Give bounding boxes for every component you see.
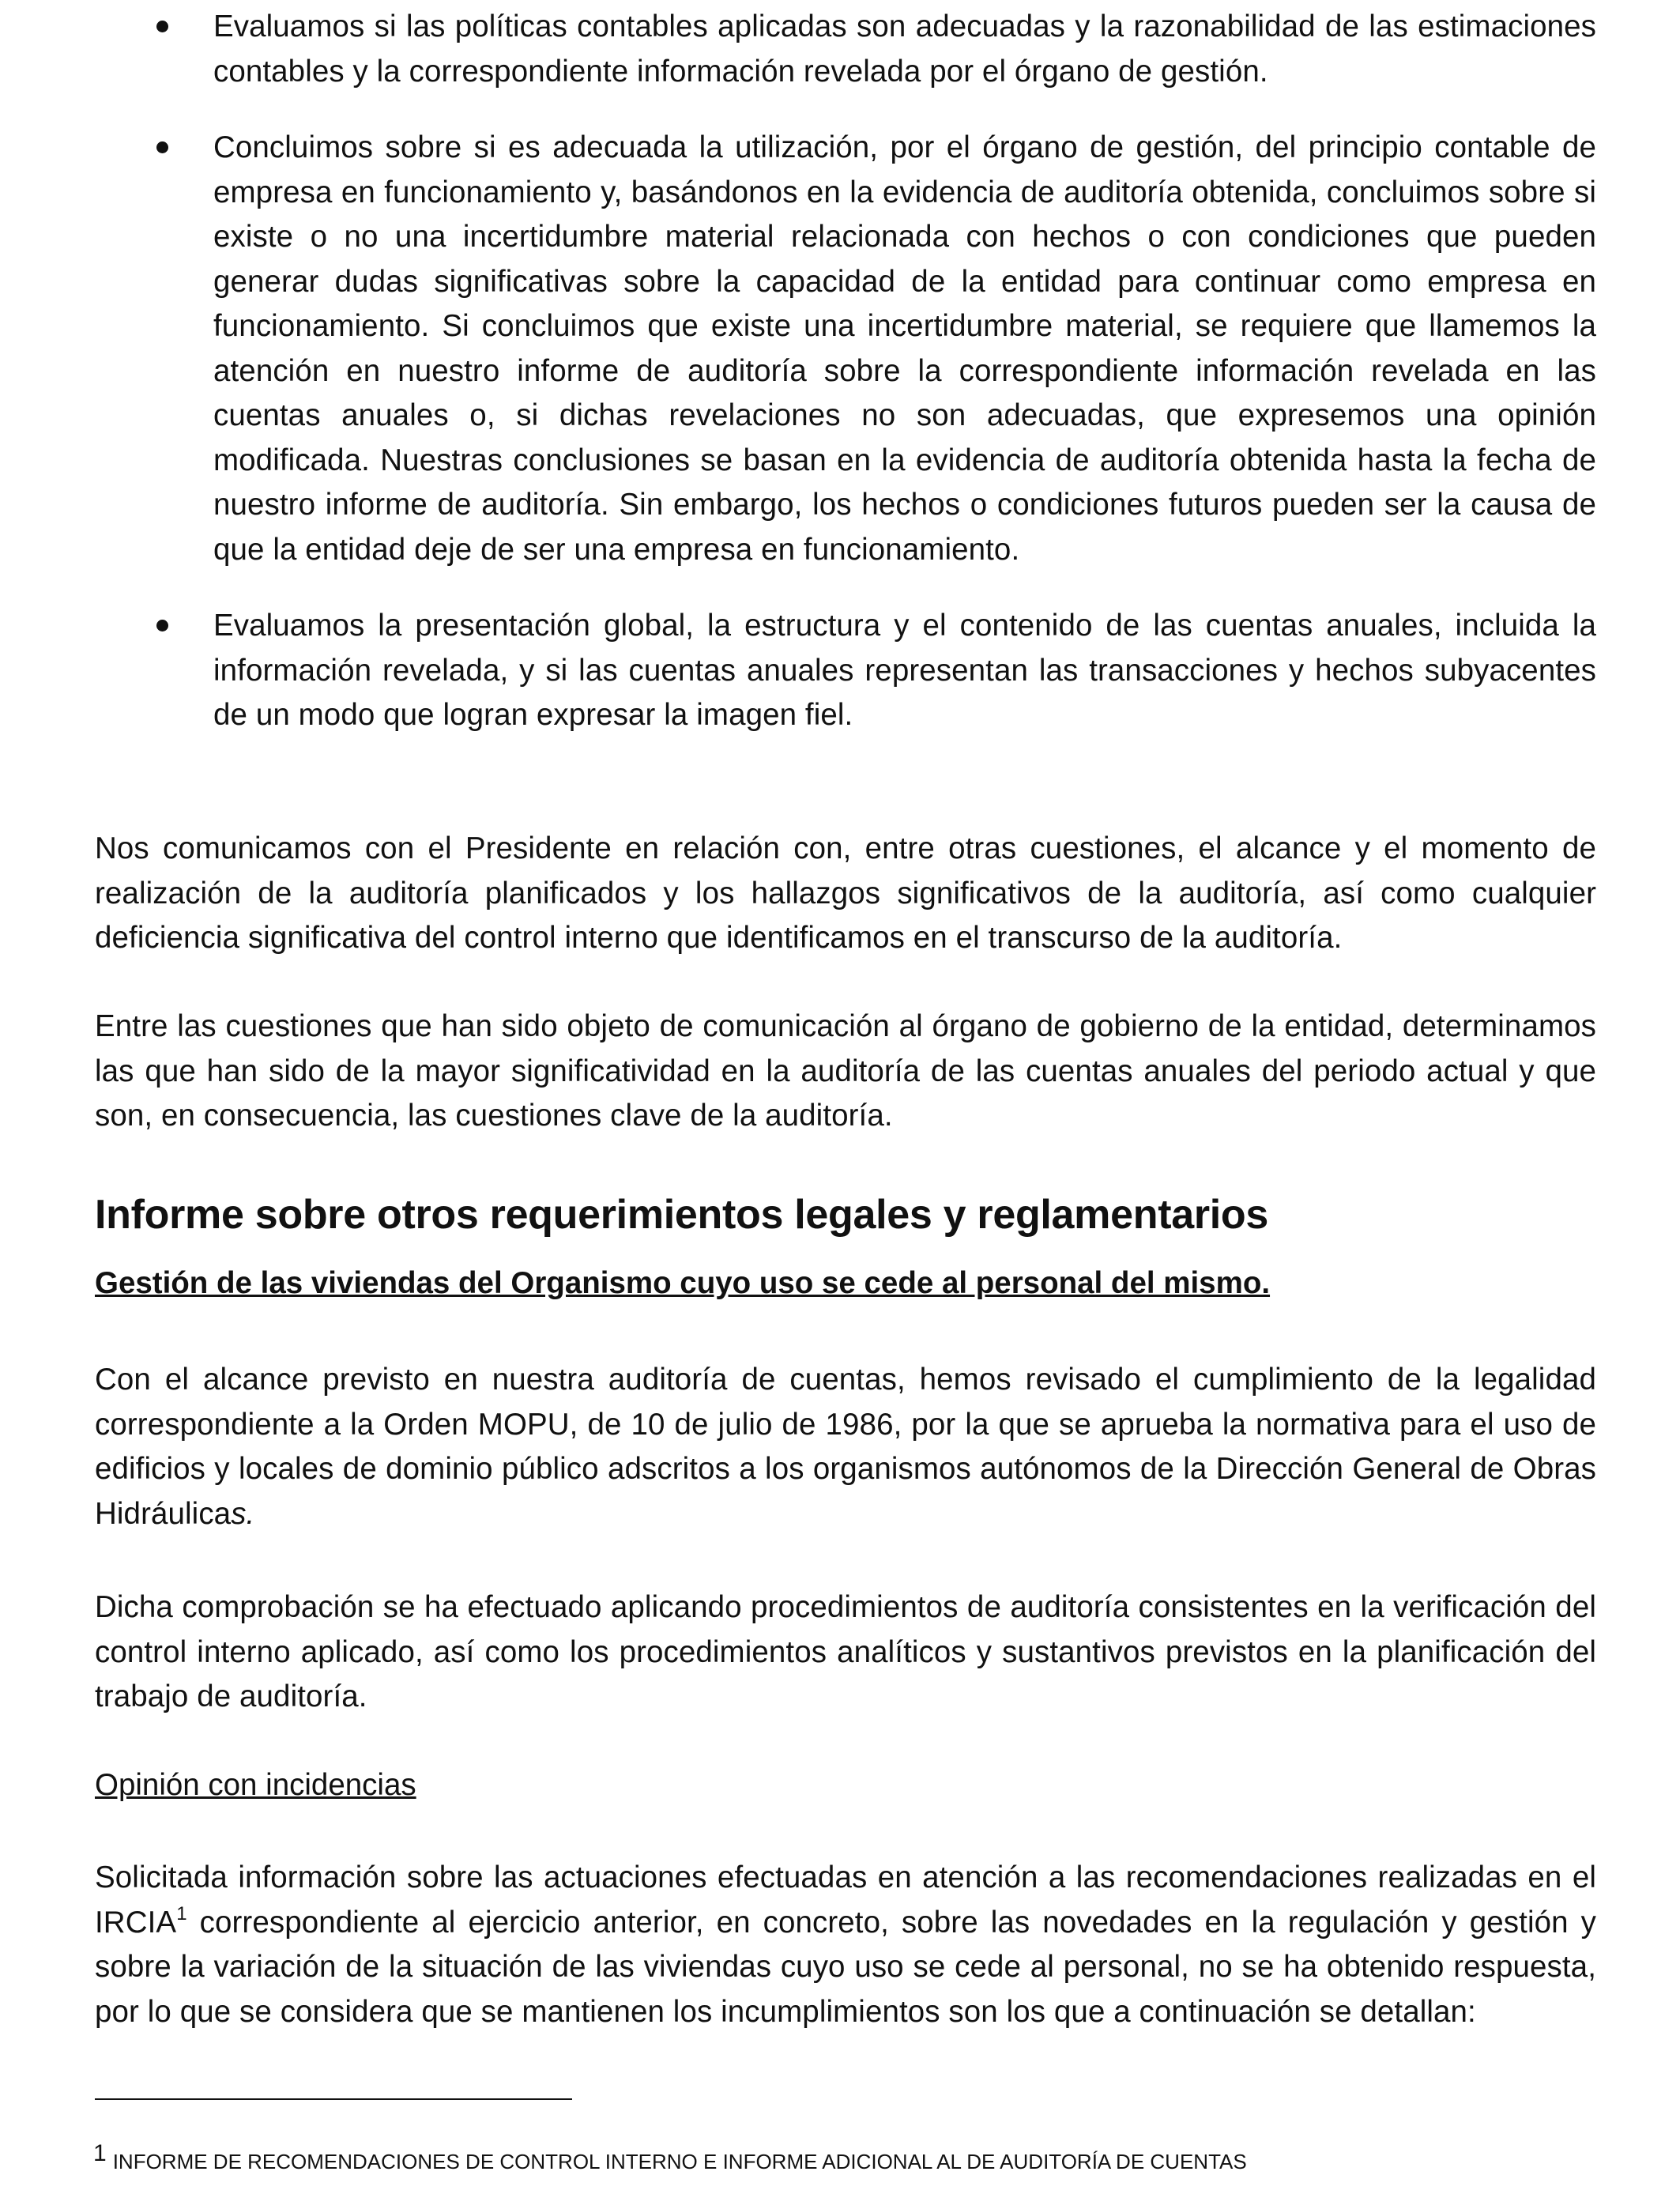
bullet-icon [156, 620, 168, 631]
paragraph-key-matters: Entre las cuestiones que han sido objeto de comunicación al órgano de gobierno de la entidad, determinamos las que han sido de la mayor significatividad en la auditoría de las cuentas anuales del periodo actual y que son, en consecuencia, las cuestiones clave de la auditoría. [95, 1009, 1596, 1133]
footnote [93, 2138, 1247, 2177]
list-item [213, 604, 1596, 738]
paragraph-scope-italic-end: s. [231, 1496, 255, 1531]
footnote-text: INFORME DE RECOMENDACIONES DE CONTROL INTERNO E INFORME ADICIONAL AL DE AUDITORÍA DE CUENTAS [112, 2150, 1247, 2173]
paragraph-findings-text-a: Solicitada información sobre las actuaciones efectuadas en atención a las recomendaciones realizadas en el IRCIA [95, 1860, 1596, 1940]
paragraph-findings [95, 1856, 1596, 2034]
section-heading: Informe sobre otros requerimientos legales y reglamentarios [95, 1192, 1268, 1238]
footnote-reference[interactable]: 1 [176, 1902, 187, 1924]
paragraph-findings-text-b: correspondiente al ejercicio anterior, en concreto, sobre las novedades en la regulación y gestión y sobre la variación de la situación de las viviendas cuyo uso se cede al personal, no se ha obtenido respuesta, por lo que se considera que se mantienen los incumplimientos son los que a continuación se detallan: [95, 1905, 1596, 2029]
footnote-mark: 1 [93, 2140, 107, 2166]
paragraph-scope [95, 1358, 1596, 1536]
paragraph-verification: Dicha comprobación se ha efectuado aplicando procedimientos de auditoría consistentes en la verificación del control interno aplicado, así como los procedimientos analíticos y sustantivos previstos en la planificación del trabajo de auditoría. [95, 1590, 1596, 1713]
bullet-icon [156, 21, 168, 32]
bullet-list [213, 5, 1596, 770]
list-item [213, 5, 1596, 94]
list-item [213, 126, 1596, 572]
bullet-text: Concluimos sobre si es adecuada la utilización, por el órgano de gestión, del principio contable de empresa en funcionamiento y, basándonos en la evidencia de auditoría obtenida, concluimos sobre si existe o no una incertidumbre material relacionada con hechos o con condiciones que pueden generar dudas significativas sobre la capacidad de la entidad para continuar como empresa en funcionamiento. Si concluimos que existe una incertidumbre material, se requiere que llamemos la atención en nuestro informe de auditoría sobre la correspondiente información revelada en las cuentas anuales o, si dichas revelaciones no son adecuadas, que expresemos una opinión modificada. Nuestras conclusiones se basan en la evidencia de auditoría obtenida hasta la fecha de nuestro informe de auditoría. Sin embargo, los hechos o condiciones futuros pueden ser la causa de que la entidad deje de ser una empresa en funcionamiento. [213, 130, 1596, 567]
opinion-heading: Opinión con incidencias [95, 1768, 416, 1802]
bullet-icon [156, 141, 168, 153]
footnote-divider [95, 2098, 572, 2100]
bullet-text: Evaluamos la presentación global, la estructura y el contenido de las cuentas anuales, incluida la información revelada, y si las cuentas anuales representan las transacciones y hechos subyacentes de un modo que logran expresar la imagen fiel. [213, 609, 1596, 732]
section-subheading: Gestión de las viviendas del Organismo cuyo uso se cede al personal del mismo. [95, 1266, 1271, 1300]
bullet-text: Evaluamos si las políticas contables aplicadas son adecuadas y la razonabilidad de las estimaciones contables y la correspondiente información revelada por el órgano de gestión. [213, 9, 1596, 89]
paragraph-communication: Nos comunicamos con el Presidente en relación con, entre otras cuestiones, el alcance y el momento de realización de la auditoría planificados y los hallazgos significativos de la auditoría, así como cualquier deficiencia significativa del control interno que identificamos en el transcurso de la auditoría. [95, 831, 1596, 955]
paragraph-scope-text: Con el alcance previsto en nuestra auditoría de cuentas, hemos revisado el cumplimiento de la legalidad correspondiente a la Orden MOPU, de 10 de julio de 1986, por la que se aprueba la normativa para el uso de edificios y locales de dominio público adscritos a los organismos autónomos de la Dirección General de Obras Hidráulica [95, 1363, 1596, 1531]
